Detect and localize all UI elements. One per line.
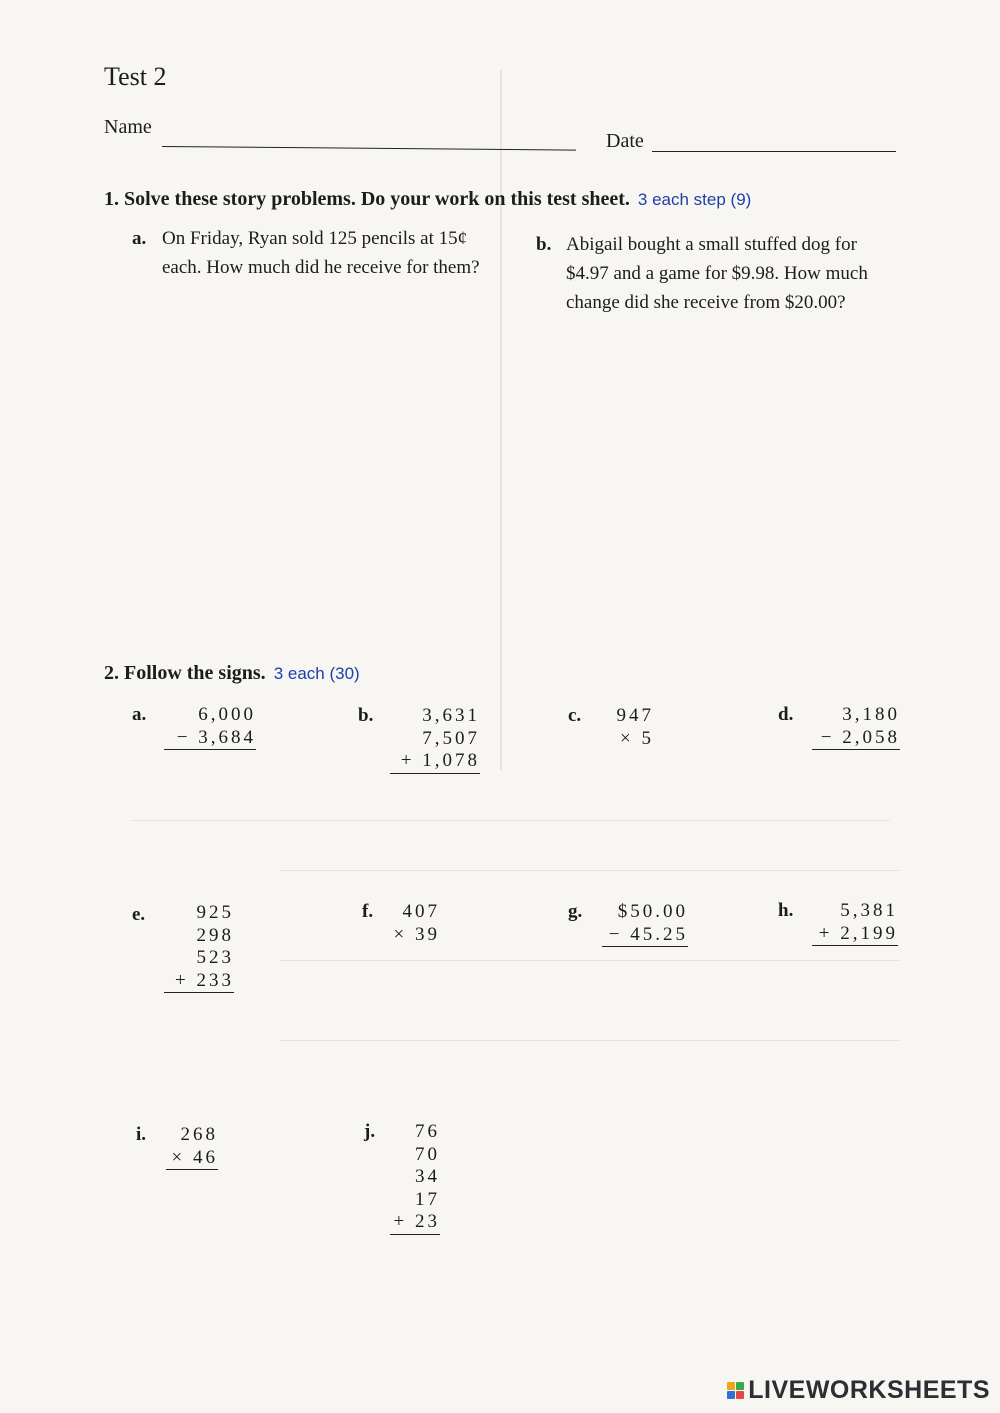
problem-a-stack bbox=[164, 704, 256, 750]
problem-i-label: i. bbox=[136, 1124, 147, 1145]
story-problem-a bbox=[132, 224, 492, 282]
story-problem-a-text: On Friday, Ryan sold 125 pencils at 15¢ each. How much did he receive for them? bbox=[162, 228, 480, 278]
problem-a-row: − 3,684 bbox=[164, 727, 256, 751]
problem-i-row: × 46 bbox=[166, 1147, 218, 1171]
problem-g-label: g. bbox=[568, 901, 583, 922]
question-2-points: 3 each (30) bbox=[273, 664, 360, 683]
bleed-through-line bbox=[280, 870, 900, 871]
problem-b-label: b. bbox=[358, 705, 374, 726]
problem-g-stack bbox=[602, 901, 688, 947]
problem-h-label: h. bbox=[778, 900, 794, 921]
question-1-points: 3 each step (9) bbox=[637, 190, 752, 209]
problem-j-label: j. bbox=[364, 1121, 376, 1142]
problem-f-stack bbox=[390, 901, 440, 946]
problem-j-row: + 23 bbox=[390, 1211, 440, 1235]
problem-c-row: × 5 bbox=[620, 727, 654, 749]
story-problem-b bbox=[536, 230, 886, 317]
problem-f-label: f. bbox=[362, 901, 374, 922]
problem-e-label: e. bbox=[132, 904, 146, 925]
problem-e-row: 925 bbox=[196, 902, 234, 923]
problem-d-label: d. bbox=[778, 704, 794, 725]
problem-j-row: 76 bbox=[415, 1121, 440, 1142]
problem-e-stack bbox=[164, 902, 234, 993]
problem-d-stack bbox=[812, 704, 900, 750]
problem-i-stack bbox=[166, 1124, 218, 1170]
bleed-through-line bbox=[500, 70, 502, 770]
name-field-line[interactable] bbox=[162, 146, 576, 151]
problem-a-label: a. bbox=[132, 704, 147, 725]
problem-e-row: 523 bbox=[196, 947, 234, 968]
problem-f-row: × 39 bbox=[393, 923, 440, 945]
problem-d-row: 3,180 bbox=[842, 704, 900, 725]
problem-g-row: $50.00 bbox=[617, 901, 688, 922]
question-2-heading bbox=[104, 662, 360, 685]
problem-b-row: + 1,078 bbox=[390, 750, 480, 774]
question-1-heading bbox=[104, 188, 751, 211]
problem-j-row: 70 bbox=[415, 1143, 440, 1165]
problem-g-row: − 45.25 bbox=[602, 924, 688, 948]
date-label: Date bbox=[606, 130, 644, 152]
problem-b-row: 3,631 bbox=[422, 705, 480, 726]
date-field-line[interactable] bbox=[652, 151, 896, 152]
story-problem-a-label: a. bbox=[132, 228, 147, 249]
problem-h-row: 5,381 bbox=[840, 900, 898, 921]
page-title: Test 2 bbox=[104, 62, 167, 91]
problem-c-stack bbox=[596, 705, 654, 750]
logo-square bbox=[736, 1391, 744, 1399]
bleed-through-line bbox=[130, 820, 890, 821]
problem-b-row: 7,507 bbox=[422, 727, 480, 749]
liveworksheets-logo-icon bbox=[727, 1382, 744, 1399]
problem-f-row: 407 bbox=[402, 901, 440, 922]
logo-square bbox=[727, 1382, 735, 1390]
problem-d-row: − 2,058 bbox=[812, 727, 900, 751]
problem-j-row: 17 bbox=[415, 1188, 440, 1210]
logo-square bbox=[736, 1382, 744, 1390]
liveworksheets-logo[interactable] bbox=[727, 1376, 990, 1405]
bleed-through-line bbox=[280, 1040, 900, 1041]
problem-h-row: + 2,199 bbox=[812, 923, 898, 947]
logo-square bbox=[727, 1391, 735, 1399]
problem-i-row: 268 bbox=[180, 1124, 218, 1145]
problem-c-row: 947 bbox=[616, 705, 654, 726]
problem-e-row: + 233 bbox=[164, 970, 234, 994]
problem-j-stack bbox=[390, 1121, 440, 1235]
question-1-text: 1. Solve these story problems. Do your work on this test sheet. bbox=[104, 188, 630, 210]
name-label: Name bbox=[104, 116, 152, 138]
liveworksheets-logo-text: LIVEWORKSHEETS bbox=[748, 1376, 990, 1404]
problem-b-stack bbox=[390, 705, 480, 774]
problem-c-label: c. bbox=[568, 705, 582, 726]
problem-j-row: 34 bbox=[415, 1166, 440, 1187]
question-2-text: 2. Follow the signs. bbox=[104, 662, 266, 684]
problem-e-row: 298 bbox=[196, 924, 234, 946]
problem-a-row: 6,000 bbox=[198, 704, 256, 725]
problem-h-stack bbox=[812, 900, 898, 946]
story-problem-b-label: b. bbox=[536, 234, 552, 255]
bleed-through-line bbox=[280, 960, 900, 961]
story-problem-b-text: Abigail bought a small stuffed dog for $4.97 and a game for $9.98. How much change did she receive from $20.00? bbox=[566, 234, 868, 313]
